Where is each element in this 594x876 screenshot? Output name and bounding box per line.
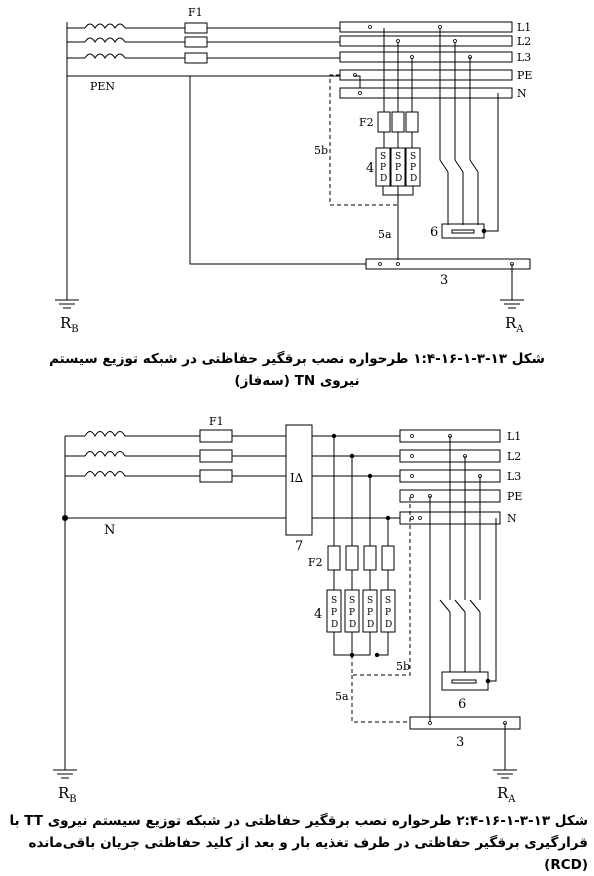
spd-letters: [380, 152, 417, 184]
earth-ra-icon: [493, 770, 517, 778]
f2-to-spd: [334, 570, 388, 590]
label-f2: F2: [359, 116, 374, 129]
label-3: 3: [456, 735, 465, 750]
fuse-f1-l2: [200, 450, 232, 462]
f2-to-spd: [384, 132, 412, 148]
label-n: N: [517, 87, 527, 100]
load-feeders-lower: [450, 612, 480, 672]
load-feeders: [450, 436, 480, 600]
svg-text:D: D: [331, 620, 339, 630]
label-7: 7: [295, 539, 304, 554]
label-f1: F1: [209, 415, 224, 428]
caption-1-line-1: شکل ۱۳-۳-۱-۱۶-۱:۴ طرحواره نصب برقگیر حفاظتی در شبکه توزیع سیستم: [49, 351, 545, 367]
label-pen: PEN: [90, 80, 116, 93]
pen-to-bus-3: [190, 76, 366, 264]
label-5b: 5b: [314, 144, 329, 157]
svg-text:S: S: [385, 596, 392, 606]
svg-text:P: P: [385, 608, 392, 618]
equipment-6-return: [484, 93, 498, 231]
fuse-f2-1: [328, 546, 340, 570]
label-l3: L3: [517, 51, 532, 64]
bus-3: [366, 259, 530, 269]
spd-common: [334, 632, 388, 655]
bus-l1: [340, 22, 512, 32]
label-5a: 5a: [335, 690, 349, 703]
equipment-6: [442, 224, 484, 238]
svg-text:P: P: [367, 608, 374, 618]
phase-wires-to-bus: [207, 28, 340, 58]
equipment-6-inner: [452, 680, 476, 683]
caption-figure-2: [6, 810, 588, 876]
label-3: 3: [440, 273, 449, 288]
fuse-f2-3: [364, 546, 376, 570]
caption-2-line-2: قرارگیری برقگیر حفاظتی در طرف تغذیه بار و بعد از کلید حفاظتی جریان باقی‌مانده (RCD): [28, 835, 588, 873]
fuse-f2-1: [378, 112, 390, 132]
label-f2: F2: [308, 556, 323, 569]
label-5b: 5b: [396, 660, 411, 673]
label-f1: F1: [188, 6, 203, 19]
bus-3-terminal: [397, 263, 400, 266]
label-6: 6: [458, 697, 467, 712]
label-rb: $R_B$: [58, 784, 77, 805]
load-switches: [440, 600, 480, 612]
svg-text:D: D: [349, 620, 357, 630]
bus-terminals: [411, 435, 482, 520]
source-phase-stubs: [65, 436, 85, 476]
earth-rb-icon: [53, 770, 77, 778]
bus-3-terminal: [379, 263, 382, 266]
svg-text:S: S: [410, 152, 417, 162]
earth-ra-icon: [500, 300, 524, 308]
spd-letters: [331, 596, 392, 630]
svg-text:P: P: [331, 608, 338, 618]
load-feeders-lower: [448, 172, 478, 225]
equipment-6-inner: [452, 230, 474, 233]
svg-text:P: P: [410, 163, 417, 173]
transformer-coils: [85, 432, 125, 477]
label-spd-number: 4: [314, 607, 323, 622]
svg-text:D: D: [380, 174, 388, 184]
svg-text:S: S: [380, 152, 387, 162]
svg-text:S: S: [395, 152, 402, 162]
label-rcd: I∆: [290, 471, 304, 485]
label-pe: PE: [517, 69, 533, 82]
equipment-6-return: [488, 518, 496, 681]
svg-text:D: D: [367, 620, 375, 630]
label-n: N: [507, 512, 517, 525]
label-l1: L1: [507, 430, 522, 443]
fuse-f1-l3: [200, 470, 232, 482]
bus-pe: [340, 70, 512, 80]
svg-text:D: D: [385, 620, 393, 630]
fuse-f2-4: [382, 546, 394, 570]
caption-1-line-2: نیروی TN (سه‌فاز): [234, 373, 360, 389]
label-spd-number: 4: [366, 161, 375, 176]
earth-rb-icon: [55, 300, 79, 308]
svg-text:S: S: [349, 596, 356, 606]
label-n-source: N: [104, 523, 116, 538]
svg-text:P: P: [380, 163, 387, 173]
label-ra: $R_A$: [497, 784, 516, 805]
n-junction-dot: [63, 516, 68, 521]
fuse-f1-l1: [200, 430, 232, 442]
phase-wires-to-fuse: [125, 436, 200, 476]
svg-text:S: S: [367, 596, 374, 606]
diagram-tn: [55, 6, 532, 335]
svg-text:P: P: [395, 163, 402, 173]
label-l1: L1: [517, 21, 532, 34]
fuse-f1-l1: [185, 23, 207, 33]
svg-text:D: D: [410, 174, 418, 184]
svg-text:S: S: [331, 596, 338, 606]
equipment-6-dot: [486, 679, 490, 683]
label-l2: L2: [507, 450, 522, 463]
drops-to-f2: [334, 436, 388, 546]
fuse-f1-l2: [185, 37, 207, 47]
label-5a: 5a: [378, 228, 392, 241]
wire-5a-dashed: [352, 675, 410, 722]
svg-text:D: D: [395, 174, 403, 184]
bus-l2: [340, 36, 512, 46]
fuse-f2-3: [406, 112, 418, 132]
transformer-coils: [85, 24, 125, 58]
bus-n: [340, 88, 512, 98]
rcd-outputs: [312, 436, 400, 518]
label-l2: L2: [517, 35, 532, 48]
label-l3: L3: [507, 470, 522, 483]
caption-figure-1: [20, 348, 574, 392]
pe-n-link: [354, 76, 360, 88]
equipment-6-dot: [482, 229, 486, 233]
equipment-6: [442, 672, 488, 690]
load-switches: [440, 160, 478, 172]
bus-l3: [340, 52, 512, 62]
wires-to-rcd: [232, 436, 286, 476]
wire-5b-dashed: [352, 496, 410, 675]
source-phase-stubs: [67, 28, 330, 76]
phase-wires-to-fuse: [125, 28, 185, 58]
fuse-f1-l3: [185, 53, 207, 63]
diagram-tt: [53, 415, 522, 805]
spd-common: [383, 186, 413, 205]
fuse-f2-2: [392, 112, 404, 132]
svg-text:P: P: [349, 608, 356, 618]
label-6: 6: [430, 225, 439, 240]
caption-2-line-1: شکل ۱۳-۳-۱-۱۶-۲:۴ طرحواره نصب برقگیر حفاظتی در شبکه توزیع سیستم نیروی TT با: [9, 813, 588, 829]
label-rb: $R_B$: [60, 314, 79, 335]
label-ra: $R_A$: [505, 314, 524, 335]
load-feeders: [440, 28, 470, 160]
label-pe: PE: [507, 490, 523, 503]
fuse-f2-2: [346, 546, 358, 570]
